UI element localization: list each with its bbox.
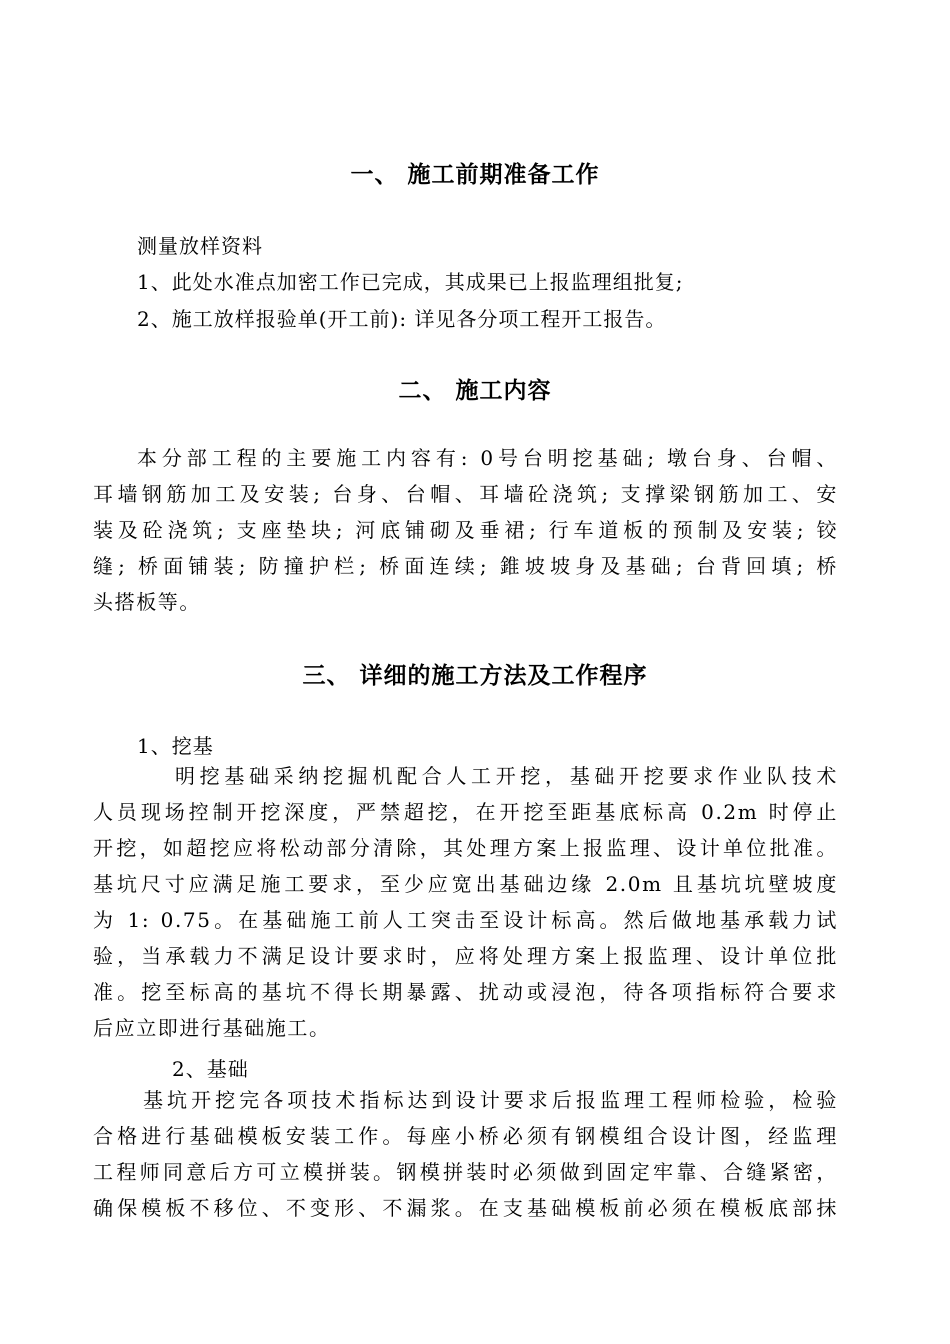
paragraph-line: 准。挖至标高的基坑不得长期暴露、扰动或浸泡，待各项指标符合要求 [93, 980, 838, 1004]
paragraph-line: 头搭板等。 [93, 590, 201, 614]
subsection-1-title: 1、挖基 [137, 734, 214, 758]
paragraph-line: 开挖，如超挖应将松动部分清除，其处理方案上报监理、设计单位批准。 [93, 836, 838, 860]
paragraph-line: 确保模板不移位、不变形、不漏浆。在支基础模板前必须在模板底部抹 [93, 1196, 838, 1220]
paragraph-line: 耳墙钢筋加工及安装; 台身、台帽、耳墙砼浇筑; 支撑梁钢筋加工、安 [93, 482, 838, 506]
section-1-heading: 一、 施工前期准备工作 [350, 162, 600, 188]
subsection-2-title: 2、基础 [172, 1057, 249, 1081]
subsection-2-paragraph [93, 1082, 838, 1226]
paragraph-line: 装及砼浇筑; 支座垫块; 河底铺砌及垂裙; 行车道板的预制及安装; 铰 [93, 518, 838, 542]
paragraph-line: 验，当承载力不满足设计要求时，应将处理方案上报监理、设计单位批 [93, 944, 838, 968]
paragraph-line: 本分部工程的主要施工内容有: 0号台明挖基础; 墩台身、台帽、 [137, 446, 838, 470]
paragraph-line: 为 1: 0.75。在基础施工前人工突击至设计标高。然后做地基承载力试 [93, 908, 838, 932]
subsection-1-paragraph [93, 758, 838, 1046]
paragraph-line: 基坑开挖完各项技术指标达到设计要求后报监理工程师检验，检验 [143, 1088, 838, 1112]
paragraph-line: 基坑尺寸应满足施工要求，至少应宽出基础边缘 2.0m 且基坑坑壁坡度 [93, 872, 838, 896]
paragraph-line: 合格进行基础模板安装工作。每座小桥必须有钢模组合设计图，经监理 [93, 1124, 838, 1148]
paragraph-line: 工程师同意后方可立模拼装。钢模拼装时必须做到固定牢靠、合缝紧密， [93, 1160, 838, 1184]
section-2-heading: 二、 施工内容 [398, 378, 552, 404]
section-2-paragraph [93, 440, 838, 620]
section-1-subtitle: 测量放样资料 [137, 234, 263, 258]
paragraph-line: 人员现场控制开挖深度，严禁超挖，在开挖至距基底标高 0.2m 时停止 [93, 800, 838, 824]
section-1-item-1: 1、此处水准点加密工作已完成，其成果已上报监理组批复; [137, 270, 684, 294]
paragraph-line: 明挖基础采纳挖掘机配合人工开挖，基础开挖要求作业队技术 [175, 764, 838, 788]
section-1-item-2: 2、施工放样报验单(开工前): 详见各分项工程开工报告。 [137, 307, 667, 331]
section-3-heading: 三、 详细的施工方法及工作程序 [302, 663, 648, 689]
paragraph-line: 后应立即进行基础施工。 [93, 1016, 331, 1040]
paragraph-line: 缝; 桥面铺装; 防撞护栏; 桥面连续; 錐坡坡身及基础; 台背回填; 桥 [93, 554, 838, 578]
